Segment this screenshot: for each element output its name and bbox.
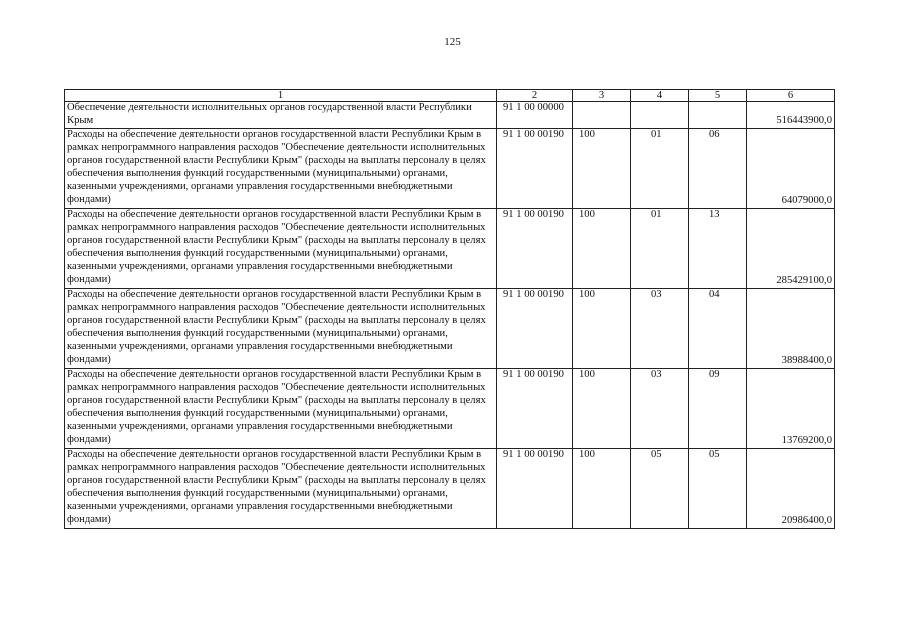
table-row	[65, 289, 835, 369]
row-code: 91 1 00 00000	[497, 102, 573, 129]
row-rz: 03	[631, 369, 689, 449]
table-row	[65, 102, 835, 129]
row-amount: 13769200,0	[747, 369, 835, 449]
row-amount: 285429100,0	[747, 209, 835, 289]
row-pr: 13	[689, 209, 747, 289]
row-rz	[631, 102, 689, 129]
row-pr: 06	[689, 129, 747, 209]
row-rz: 01	[631, 129, 689, 209]
row-rz: 03	[631, 289, 689, 369]
row-name: Расходы на обеспечение деятельности органов государственной власти Республики Крым в рамках непрограммного направления расходов "Обеспечение деятельности исполнительных органов государственной власти Республики Крым" (расходы на выплаты персоналу в целях обеспечения выполнения функций государственными (муниципальными) органами, казенными учреждениями, органами управления государственными внебюджетными фондами)	[65, 209, 497, 289]
row-vr: 100	[573, 449, 631, 529]
row-name: Расходы на обеспечение деятельности органов государственной власти Республики Крым в рамках непрограммного направления расходов "Обеспечение деятельности исполнительных органов государственной власти Республики Крым" (расходы на выплаты персоналу в целях обеспечения выполнения функций государственными (муниципальными) органами, казенными учреждениями, органами управления государственными внебюджетными фондами)	[65, 289, 497, 369]
table-header-row	[65, 90, 835, 102]
row-pr: 09	[689, 369, 747, 449]
row-pr: 04	[689, 289, 747, 369]
table-row	[65, 209, 835, 289]
row-vr	[573, 102, 631, 129]
row-vr: 100	[573, 129, 631, 209]
row-amount: 516443900,0	[747, 102, 835, 129]
row-vr: 100	[573, 209, 631, 289]
row-amount: 64079000,0	[747, 129, 835, 209]
table-row	[65, 369, 835, 449]
row-rz: 05	[631, 449, 689, 529]
header-cell: 1	[65, 90, 497, 102]
row-amount: 20986400,0	[747, 449, 835, 529]
row-code: 91 1 00 00190	[497, 289, 573, 369]
page-number: 125	[444, 36, 461, 48]
header-cell: 5	[689, 90, 747, 102]
header-cell: 4	[631, 90, 689, 102]
row-rz: 01	[631, 209, 689, 289]
row-code: 91 1 00 00190	[497, 129, 573, 209]
row-name: Расходы на обеспечение деятельности органов государственной власти Республики Крым в рамках непрограммного направления расходов "Обеспечение деятельности исполнительных органов государственной власти Республики Крым" (расходы на выплаты персоналу в целях обеспечения выполнения функций государственными (муниципальными) органами, казенными учреждениями, органами управления государственными внебюджетными фондами)	[65, 449, 497, 529]
row-vr: 100	[573, 289, 631, 369]
row-pr: 05	[689, 449, 747, 529]
row-name: Расходы на обеспечение деятельности органов государственной власти Республики Крым в рамках непрограммного направления расходов "Обеспечение деятельности исполнительных органов государственной власти Республики Крым" (расходы на выплаты персоналу в целях обеспечения выполнения функций государственными (муниципальными) органами, казенными учреждениями, органами управления государственными внебюджетными фондами)	[65, 129, 497, 209]
row-code: 91 1 00 00190	[497, 209, 573, 289]
header-cell: 3	[573, 90, 631, 102]
row-amount: 38988400,0	[747, 289, 835, 369]
row-name: Расходы на обеспечение деятельности органов государственной власти Республики Крым в рамках непрограммного направления расходов "Обеспечение деятельности исполнительных органов государственной власти Республики Крым" (расходы на выплаты персоналу в целях обеспечения выполнения функций государственными (муниципальными) органами, казенными учреждениями, органами управления государственными внебюджетными фондами)	[65, 369, 497, 449]
row-vr: 100	[573, 369, 631, 449]
row-code: 91 1 00 00190	[497, 449, 573, 529]
budget-table	[64, 89, 835, 529]
row-code: 91 1 00 00190	[497, 369, 573, 449]
table-row	[65, 129, 835, 209]
header-cell: 6	[747, 90, 835, 102]
row-pr	[689, 102, 747, 129]
header-cell: 2	[497, 90, 573, 102]
row-name: Обеспечение деятельности исполнительных органов государственной власти Республики Крым	[65, 102, 497, 129]
table-row	[65, 449, 835, 529]
